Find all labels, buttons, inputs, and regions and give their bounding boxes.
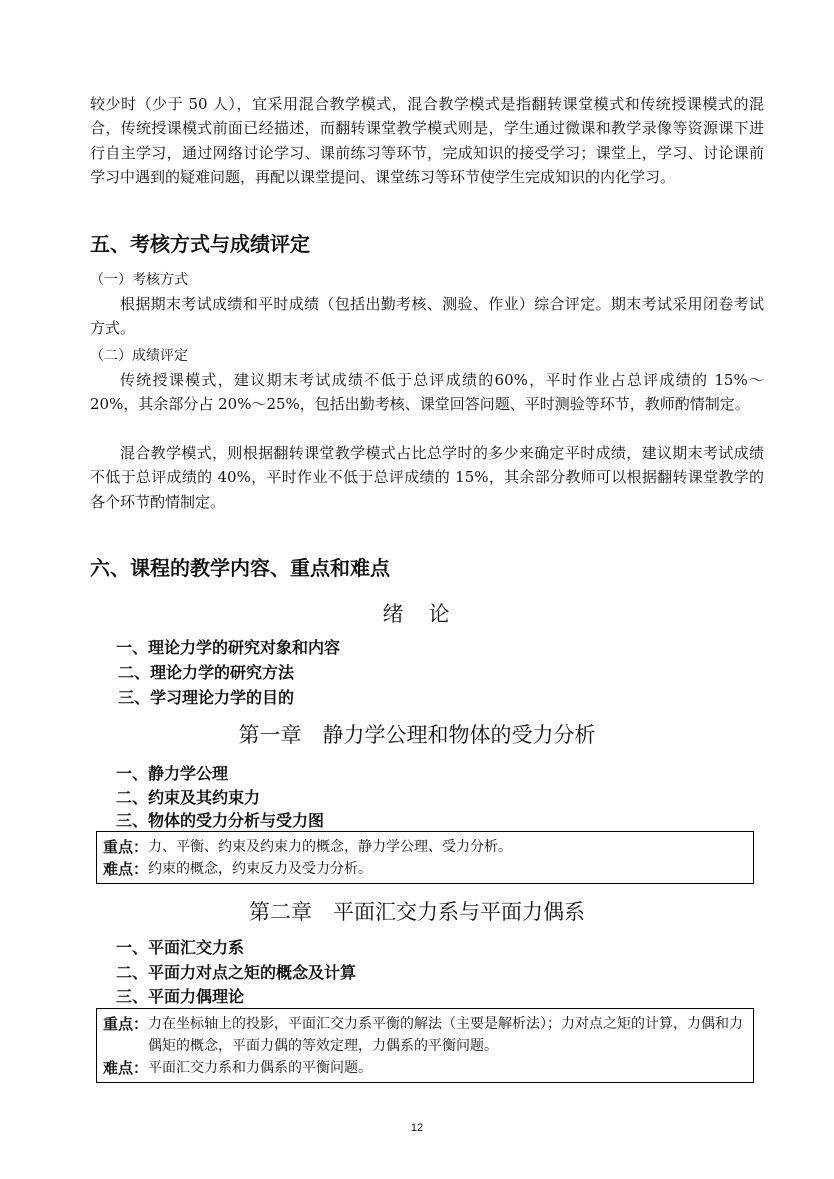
chapter1-difficulty-row [103, 858, 745, 880]
chapter2-item-2: 二、平面力对点之矩的概念及计算 [116, 963, 357, 982]
intro-item-2: 二、理论力学的研究方法 [118, 663, 295, 682]
intro-chapter-title: 绪 论 [382, 602, 452, 626]
section5-sub1-title: （一）考核方式 [90, 272, 188, 288]
intro-item-3: 三、学习理论力学的目的 [118, 688, 295, 707]
chapter1-item-3: 三、物体的受力分析与受力图 [116, 811, 325, 830]
chapter1-key-row [103, 836, 745, 858]
key-label: 重点： [103, 1015, 149, 1033]
section5-sub2-title: （二）成绩评定 [90, 348, 188, 364]
difficulty-label: 难点： [103, 860, 149, 878]
chapter2-item-1: 一、平面汇交力系 [116, 938, 245, 957]
key-text: 力、平衡、约束及约束力的概念，静力学公理、受力分析。 [148, 839, 513, 855]
section5-heading: 五、考核方式与成绩评定 [90, 232, 310, 256]
chapter2-item-3: 三、平面力偶理论 [116, 987, 245, 1006]
intro-paragraph: 较少时（少于 50 人），宜采用混合教学模式，混合教学模式是指翻转课堂模式和传统授课模式的混合，传统授课模式前面已经描述，而翻转课堂教学模式则是，学生通过微课和教学录像等资源课下进行自主学习，通过网络讨论学习、课前练习等环节，完成知识的接受学习；课堂上，学习、讨论课前学习中遇到的疑难问题，再配以课堂提问、课堂练习等环节使学生完成知识的内化学习。 [90, 95, 764, 187]
key-label: 重点： [103, 838, 149, 856]
key-text: 力在坐标轴上的投影，平面汇交力系平衡的解法（主要是解析法）；力对点之矩的计算，力偶和力偶矩的概念，平面力偶的等效定理，力偶系的平衡问题。 [148, 1016, 744, 1054]
page-number: 12 [410, 1122, 424, 1134]
chapter1-keypoints-box [96, 831, 754, 884]
section6-heading: 六、课程的教学内容、重点和难点 [90, 556, 390, 580]
chapter1-title: 第一章 静力学公理和物体的受力分析 [238, 723, 596, 747]
section5-sub2-text2: 混合教学模式，则根据翻转课堂教学模式占比总学时的多少来确定平时成绩，建议期末考试成绩不低于总评成绩的 40%，平时作业不低于总评成绩的 15%，其余部分教师可以根据翻转课堂教学的各个环节酌情制定。 [90, 444, 764, 511]
chapter2-difficulty-row [103, 1057, 745, 1079]
difficulty-label: 难点： [103, 1059, 149, 1077]
difficulty-text: 平面汇交力系和力偶系的平衡问题。 [148, 1060, 373, 1076]
chapter1-item-1: 一、静力学公理 [116, 764, 229, 783]
intro-item-1: 一、理论力学的研究对象和内容 [116, 638, 341, 657]
section5-sub1-text: 根据期末考试成绩和平时成绩（包括出勤考核、测验、作业）综合评定。期末考试采用闭卷考试方式。 [90, 295, 764, 338]
chapter1-item-2: 二、约束及其约束力 [116, 788, 261, 807]
chapter2-title: 第二章 平面汇交力系与平面力偶系 [249, 900, 585, 924]
section5-sub2-text1: 传统授课模式，建议期末考试成绩不低于总评成绩的60%，平时作业占总评成绩的 15%～20%，其余部分占 20%～25%，包括出勤考核、课堂回答问题、平时测验等环节，教师酌情制定。 [90, 371, 764, 414]
chapter2-key-row [103, 1013, 745, 1057]
difficulty-text: 约束的概念，约束反力及受力分析。 [148, 861, 373, 877]
chapter2-keypoints-box [96, 1008, 754, 1083]
